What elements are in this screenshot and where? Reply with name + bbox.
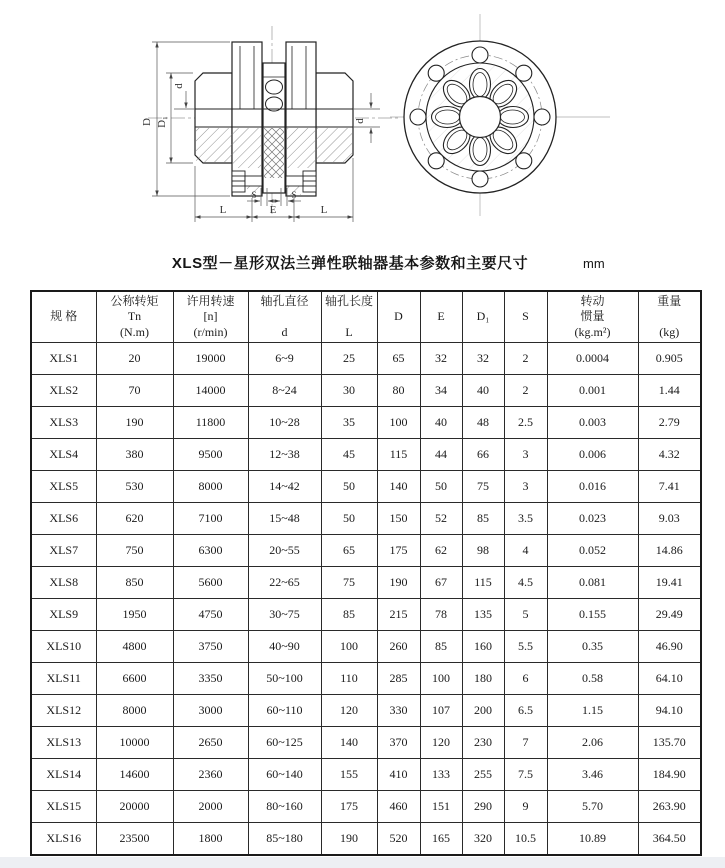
value-cell: 2.06 — [547, 727, 638, 759]
table-row — [31, 535, 701, 567]
header-cell: S — [504, 291, 547, 343]
value-cell: 1.15 — [547, 695, 638, 727]
dim-label-L-left: L — [219, 204, 227, 216]
table-row — [31, 631, 701, 663]
table-row — [31, 791, 701, 823]
unit-label: mm — [583, 256, 605, 271]
spec-cell: XLS9 — [31, 599, 96, 631]
table-row — [31, 695, 701, 727]
bolt-hole — [472, 171, 488, 187]
value-cell: 190 — [96, 407, 173, 439]
value-cell: 60~140 — [248, 759, 321, 791]
value-cell: 263.90 — [638, 791, 701, 823]
value-cell: 78 — [420, 599, 462, 631]
value-cell: 410 — [377, 759, 420, 791]
value-cell: 6300 — [173, 535, 248, 567]
value-cell: 460 — [377, 791, 420, 823]
star-petal-inner — [436, 110, 460, 124]
value-cell: 100 — [420, 663, 462, 695]
value-cell: 120 — [321, 695, 377, 727]
table-row — [31, 471, 701, 503]
dim-label-S-left: S — [251, 190, 257, 200]
value-cell: 60~125 — [248, 727, 321, 759]
value-cell: 40 — [462, 375, 504, 407]
spec-cell: XLS4 — [31, 439, 96, 471]
value-cell: 1800 — [173, 823, 248, 856]
header-cell: 转动 惯量 (kg.m²) — [547, 291, 638, 343]
value-cell: 44 — [420, 439, 462, 471]
value-cell: 520 — [377, 823, 420, 856]
value-cell: 22~65 — [248, 567, 321, 599]
dim-label-d-left: d — [173, 83, 185, 89]
value-cell: 12~38 — [248, 439, 321, 471]
value-cell: 8~24 — [248, 375, 321, 407]
table-row — [31, 439, 701, 471]
star-petal-inner — [473, 138, 487, 162]
value-cell: 2.79 — [638, 407, 701, 439]
value-cell: 6 — [504, 663, 547, 695]
dim-label-D: D — [141, 118, 153, 126]
value-cell: 8000 — [96, 695, 173, 727]
value-cell: 14600 — [96, 759, 173, 791]
header-row — [31, 291, 701, 343]
header-cell: 轴孔直径 d — [248, 291, 321, 343]
value-cell: 190 — [321, 823, 377, 856]
header-cell: D — [377, 291, 420, 343]
value-cell: 107 — [420, 695, 462, 727]
value-cell: 155 — [321, 759, 377, 791]
value-cell: 0.35 — [547, 631, 638, 663]
value-cell: 8000 — [173, 471, 248, 503]
value-cell: 0.58 — [547, 663, 638, 695]
value-cell: 85 — [321, 599, 377, 631]
value-cell: 215 — [377, 599, 420, 631]
value-cell: 3 — [504, 471, 547, 503]
value-cell: 230 — [462, 727, 504, 759]
value-cell: 750 — [96, 535, 173, 567]
value-cell: 14.86 — [638, 535, 701, 567]
spec-table-head — [31, 291, 701, 343]
value-cell: 19.41 — [638, 567, 701, 599]
value-cell: 2360 — [173, 759, 248, 791]
value-cell: 285 — [377, 663, 420, 695]
value-cell: 1.44 — [638, 375, 701, 407]
spec-table — [30, 290, 702, 856]
value-cell: 25 — [321, 343, 377, 375]
value-cell: 100 — [321, 631, 377, 663]
value-cell: 48 — [462, 407, 504, 439]
value-cell: 5.5 — [504, 631, 547, 663]
value-cell: 260 — [377, 631, 420, 663]
value-cell: 135 — [462, 599, 504, 631]
value-cell: 180 — [462, 663, 504, 695]
table-row — [31, 823, 701, 856]
value-cell: 5.70 — [547, 791, 638, 823]
value-cell: 0.0004 — [547, 343, 638, 375]
dim-label-d-right: d — [354, 118, 366, 124]
value-cell: 50~100 — [248, 663, 321, 695]
bolt-hole — [534, 109, 550, 125]
value-cell: 140 — [321, 727, 377, 759]
spec-cell: XLS1 — [31, 343, 96, 375]
value-cell: 4750 — [173, 599, 248, 631]
value-cell: 65 — [321, 535, 377, 567]
value-cell: 3750 — [173, 631, 248, 663]
value-cell: 850 — [96, 567, 173, 599]
value-cell: 364.50 — [638, 823, 701, 856]
value-cell: 50 — [321, 503, 377, 535]
value-cell: 2650 — [173, 727, 248, 759]
table-row — [31, 567, 701, 599]
value-cell: 165 — [420, 823, 462, 856]
value-cell: 3000 — [173, 695, 248, 727]
value-cell: 7100 — [173, 503, 248, 535]
value-cell: 0.001 — [547, 375, 638, 407]
value-cell: 370 — [377, 727, 420, 759]
value-cell: 100 — [377, 407, 420, 439]
table-row — [31, 663, 701, 695]
value-cell: 133 — [420, 759, 462, 791]
bolt-hole — [428, 65, 444, 81]
value-cell: 6600 — [96, 663, 173, 695]
coupling-drawing-svg — [0, 0, 725, 245]
spec-cell: XLS16 — [31, 823, 96, 856]
value-cell: 50 — [321, 471, 377, 503]
value-cell: 52 — [420, 503, 462, 535]
elastic-petal-section — [266, 80, 283, 94]
value-cell: 255 — [462, 759, 504, 791]
element-crosshatch — [264, 128, 284, 178]
dim-label-L-right: L — [320, 204, 328, 216]
spec-cell: XLS6 — [31, 503, 96, 535]
page-edge-strip — [0, 857, 725, 868]
value-cell: 50 — [420, 471, 462, 503]
value-cell: 150 — [377, 503, 420, 535]
page-title: XLS型－星形双法兰弹性联轴器基本参数和主要尺寸 — [171, 255, 529, 272]
value-cell: 32 — [462, 343, 504, 375]
value-cell: 5600 — [173, 567, 248, 599]
value-cell: 330 — [377, 695, 420, 727]
value-cell: 32 — [420, 343, 462, 375]
value-cell: 85 — [420, 631, 462, 663]
spec-cell: XLS10 — [31, 631, 96, 663]
value-cell: 66 — [462, 439, 504, 471]
value-cell: 2 — [504, 375, 547, 407]
value-cell: 2 — [504, 343, 547, 375]
value-cell: 10.5 — [504, 823, 547, 856]
star-petal-inner — [501, 110, 525, 124]
value-cell: 10~28 — [248, 407, 321, 439]
value-cell: 1950 — [96, 599, 173, 631]
header-cell: 规 格 — [31, 291, 96, 343]
bolt-hole — [428, 153, 444, 169]
value-cell: 115 — [462, 567, 504, 599]
value-cell: 10.89 — [547, 823, 638, 856]
value-cell: 75 — [462, 471, 504, 503]
spec-cell: XLS12 — [31, 695, 96, 727]
dim-label-S-right: S — [291, 190, 297, 200]
value-cell: 3.5 — [504, 503, 547, 535]
value-cell: 530 — [96, 471, 173, 503]
value-cell: 135.70 — [638, 727, 701, 759]
value-cell: 620 — [96, 503, 173, 535]
value-cell: 184.90 — [638, 759, 701, 791]
value-cell: 10000 — [96, 727, 173, 759]
value-cell: 2.5 — [504, 407, 547, 439]
value-cell: 94.10 — [638, 695, 701, 727]
value-cell: 175 — [377, 535, 420, 567]
table-row — [31, 407, 701, 439]
value-cell: 0.905 — [638, 343, 701, 375]
coupling-diagram — [0, 0, 725, 245]
bolt-hole — [516, 65, 532, 81]
value-cell: 4.5 — [504, 567, 547, 599]
value-cell: 15~48 — [248, 503, 321, 535]
value-cell: 320 — [462, 823, 504, 856]
value-cell: 200 — [462, 695, 504, 727]
star-petal-inner — [473, 73, 487, 97]
value-cell: 70 — [96, 375, 173, 407]
value-cell: 3.46 — [547, 759, 638, 791]
value-cell: 40 — [420, 407, 462, 439]
value-cell: 115 — [377, 439, 420, 471]
value-cell: 110 — [321, 663, 377, 695]
value-cell: 80 — [377, 375, 420, 407]
value-cell: 62 — [420, 535, 462, 567]
table-row — [31, 599, 701, 631]
value-cell: 290 — [462, 791, 504, 823]
spec-cell: XLS7 — [31, 535, 96, 567]
spec-cell: XLS11 — [31, 663, 96, 695]
value-cell: 40~90 — [248, 631, 321, 663]
bolt-hole — [410, 109, 426, 125]
value-cell: 4 — [504, 535, 547, 567]
value-cell: 60~110 — [248, 695, 321, 727]
value-cell: 7.5 — [504, 759, 547, 791]
value-cell: 23500 — [96, 823, 173, 856]
value-cell: 190 — [377, 567, 420, 599]
table-row — [31, 343, 701, 375]
value-cell: 4.32 — [638, 439, 701, 471]
value-cell: 120 — [420, 727, 462, 759]
value-cell: 0.023 — [547, 503, 638, 535]
table-row — [31, 375, 701, 407]
value-cell: 4800 — [96, 631, 173, 663]
value-cell: 9500 — [173, 439, 248, 471]
table-row — [31, 759, 701, 791]
value-cell: 0.003 — [547, 407, 638, 439]
spec-cell: XLS2 — [31, 375, 96, 407]
bolt-hole — [472, 47, 488, 63]
value-cell: 9 — [504, 791, 547, 823]
bolt-hole — [516, 153, 532, 169]
value-cell: 29.49 — [638, 599, 701, 631]
table-row — [31, 727, 701, 759]
value-cell: 98 — [462, 535, 504, 567]
value-cell: 9.03 — [638, 503, 701, 535]
value-cell: 0.081 — [547, 567, 638, 599]
coupling-front-view — [390, 14, 610, 216]
spec-cell: XLS8 — [31, 567, 96, 599]
value-cell: 20 — [96, 343, 173, 375]
header-cell: 许用转速 [n] (r/min) — [173, 291, 248, 343]
value-cell: 75 — [321, 567, 377, 599]
value-cell: 20000 — [96, 791, 173, 823]
value-cell: 0.052 — [547, 535, 638, 567]
spec-cell: XLS14 — [31, 759, 96, 791]
value-cell: 140 — [377, 471, 420, 503]
spec-cell: XLS13 — [31, 727, 96, 759]
value-cell: 80~160 — [248, 791, 321, 823]
value-cell: 0.006 — [547, 439, 638, 471]
value-cell: 5 — [504, 599, 547, 631]
header-cell: 轴孔长度 L — [321, 291, 377, 343]
value-cell: 151 — [420, 791, 462, 823]
value-cell: 3350 — [173, 663, 248, 695]
value-cell: 175 — [321, 791, 377, 823]
value-cell: 45 — [321, 439, 377, 471]
dim-label-D1: D₁ — [156, 116, 168, 128]
value-cell: 160 — [462, 631, 504, 663]
value-cell: 14000 — [173, 375, 248, 407]
value-cell: 65 — [377, 343, 420, 375]
value-cell: 0.016 — [547, 471, 638, 503]
value-cell: 380 — [96, 439, 173, 471]
value-cell: 67 — [420, 567, 462, 599]
value-cell: 7.41 — [638, 471, 701, 503]
spec-table-body — [31, 343, 701, 856]
value-cell: 7 — [504, 727, 547, 759]
value-cell: 34 — [420, 375, 462, 407]
spec-cell: XLS3 — [31, 407, 96, 439]
value-cell: 0.155 — [547, 599, 638, 631]
dim-label-E: E — [269, 204, 277, 216]
value-cell: 35 — [321, 407, 377, 439]
value-cell: 85~180 — [248, 823, 321, 856]
value-cell: 46.90 — [638, 631, 701, 663]
header-cell: 重量 (kg) — [638, 291, 701, 343]
value-cell: 6.5 — [504, 695, 547, 727]
center-bore-circle — [460, 97, 501, 138]
value-cell: 64.10 — [638, 663, 701, 695]
spec-cell: XLS15 — [31, 791, 96, 823]
value-cell: 19000 — [173, 343, 248, 375]
value-cell: 85 — [462, 503, 504, 535]
value-cell: 11800 — [173, 407, 248, 439]
header-cell: E — [420, 291, 462, 343]
header-cell: 公称转矩 Tn (N.m) — [96, 291, 173, 343]
value-cell: 6~9 — [248, 343, 321, 375]
value-cell: 3 — [504, 439, 547, 471]
value-cell: 30~75 — [248, 599, 321, 631]
value-cell: 30 — [321, 375, 377, 407]
header-cell: D₁ — [462, 291, 504, 343]
value-cell: 20~55 — [248, 535, 321, 567]
value-cell: 2000 — [173, 791, 248, 823]
spec-cell: XLS5 — [31, 471, 96, 503]
table-row — [31, 503, 701, 535]
value-cell: 14~42 — [248, 471, 321, 503]
